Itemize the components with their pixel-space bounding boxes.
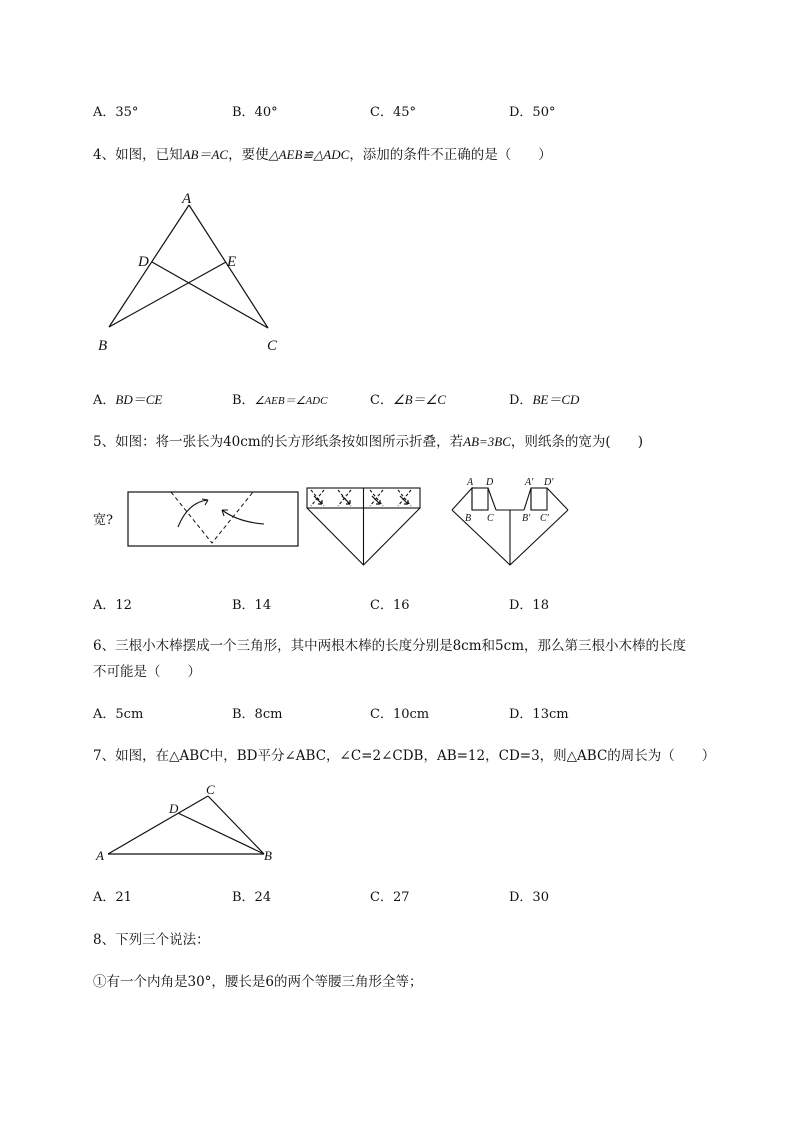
q5-label-a-prime: A′ <box>525 477 534 488</box>
q4-option-a-letter: A． <box>93 393 116 408</box>
q6-option-a: A．5cm <box>93 707 144 722</box>
q7-option-a: A．21 <box>93 890 132 905</box>
q3-option-a: A．35° <box>93 105 139 120</box>
q7-triangle-figure <box>92 780 292 866</box>
q4-option-a-math: BD＝CE <box>115 392 163 407</box>
q4-option-d-math: BE＝CD <box>532 392 580 407</box>
q4-stem-mid: ，要使 <box>228 147 269 163</box>
q5-stem-pre: 5、如图：将一张长为40cm的长方形纸条按如图所示折叠，若 <box>93 434 464 450</box>
q7-side-ac <box>108 796 208 854</box>
q5-label-d: D <box>486 477 494 488</box>
q4-segment-cd <box>152 262 268 328</box>
q6-option-c: C．10cm <box>370 707 430 722</box>
q5-option-d: D．18 <box>509 598 549 613</box>
q5-option-c: C．16 <box>370 598 410 613</box>
q5-option-a: A．12 <box>93 598 132 613</box>
q4-stem-post: ，添加的条件不正确的是（ ） <box>349 147 552 163</box>
q5-label-b: B <box>465 513 472 524</box>
q3-option-b: B．40° <box>232 105 278 120</box>
q5-label-a: A <box>467 477 474 488</box>
q7-label-d: D <box>169 801 179 816</box>
q5-label-c-prime: C′ <box>540 513 549 524</box>
q7-option-d: D．30 <box>509 890 549 905</box>
q7-segment-bd <box>178 813 264 854</box>
q4-option-c <box>370 389 446 408</box>
q4-label-b: B <box>98 338 108 354</box>
q5-stem-eq: AB=3BC <box>463 434 511 449</box>
q4-option-c-math: ∠B＝∠C <box>392 392 446 407</box>
q4-label-a: A <box>182 191 192 207</box>
q5-label-b-prime: B′ <box>522 513 531 524</box>
q5-strip-result <box>452 488 568 565</box>
q7-label-c: C <box>206 782 215 797</box>
q7-side-cb <box>208 796 264 854</box>
q8-statement-1: ①有一个内角是30°，腰长是6的两个等腰三角形全等； <box>93 974 423 990</box>
q5-label-d-prime: D′ <box>544 477 554 488</box>
q6-option-d: D．13cm <box>509 707 569 722</box>
q7-option-b: B．24 <box>232 890 272 905</box>
q5-stem-post: ，则纸条的宽为( ) <box>510 434 643 450</box>
q4-stem-cong: △AEB≌△ADC <box>268 147 350 162</box>
q4-label-d: D <box>138 254 149 270</box>
q4-option-d-letter: D． <box>509 393 533 408</box>
q5-folding-figure <box>126 472 576 568</box>
q5-stem <box>93 430 643 450</box>
q5-strip-unfolded <box>128 492 298 546</box>
q7-stem: 7、如图，在△ABC中，BD平分∠ABC，∠C=2∠CDB，AB=12，CD=3，则△ABC的周长为（ ） <box>93 748 716 764</box>
q5-strip-folded <box>307 488 420 565</box>
q4-side-ab <box>109 205 189 327</box>
q5-width-label: 宽? <box>93 513 113 528</box>
q8-stem: 8、下列三个说法： <box>93 932 210 948</box>
q4-triangle-figure <box>90 186 300 358</box>
q4-stem-pre: 4、如图，已知 <box>93 147 183 163</box>
q3-option-c: C．45° <box>370 105 416 120</box>
q4-option-b-math: ∠AEB＝∠ADC <box>254 395 328 407</box>
q3-option-d: D．50° <box>509 105 556 120</box>
q4-option-a <box>93 389 162 408</box>
q6-stem-line2: 不可能是（ ） <box>93 664 201 680</box>
q6-stem-line1: 6、三根小木棒摆成一个三角形，其中两根木棒的长度分别是8cm和5cm，那么第三根小木棒的长度 <box>93 638 686 654</box>
q4-label-c: C <box>267 338 278 354</box>
q4-stem <box>93 143 552 163</box>
q6-option-b: B．8cm <box>232 707 283 722</box>
q4-option-b <box>232 389 327 408</box>
q7-option-c: C．27 <box>370 890 410 905</box>
q7-label-a: A <box>96 848 104 863</box>
q5-label-c: C <box>487 513 494 524</box>
q4-label-e: E <box>227 254 237 270</box>
q7-label-b: B <box>264 848 272 863</box>
q5-option-b: B．14 <box>232 598 272 613</box>
q4-option-b-letter: B． <box>232 393 255 408</box>
q4-stem-eq: AB＝AC <box>182 147 229 162</box>
q4-option-c-letter: C． <box>370 393 393 408</box>
q4-option-d <box>509 389 579 408</box>
